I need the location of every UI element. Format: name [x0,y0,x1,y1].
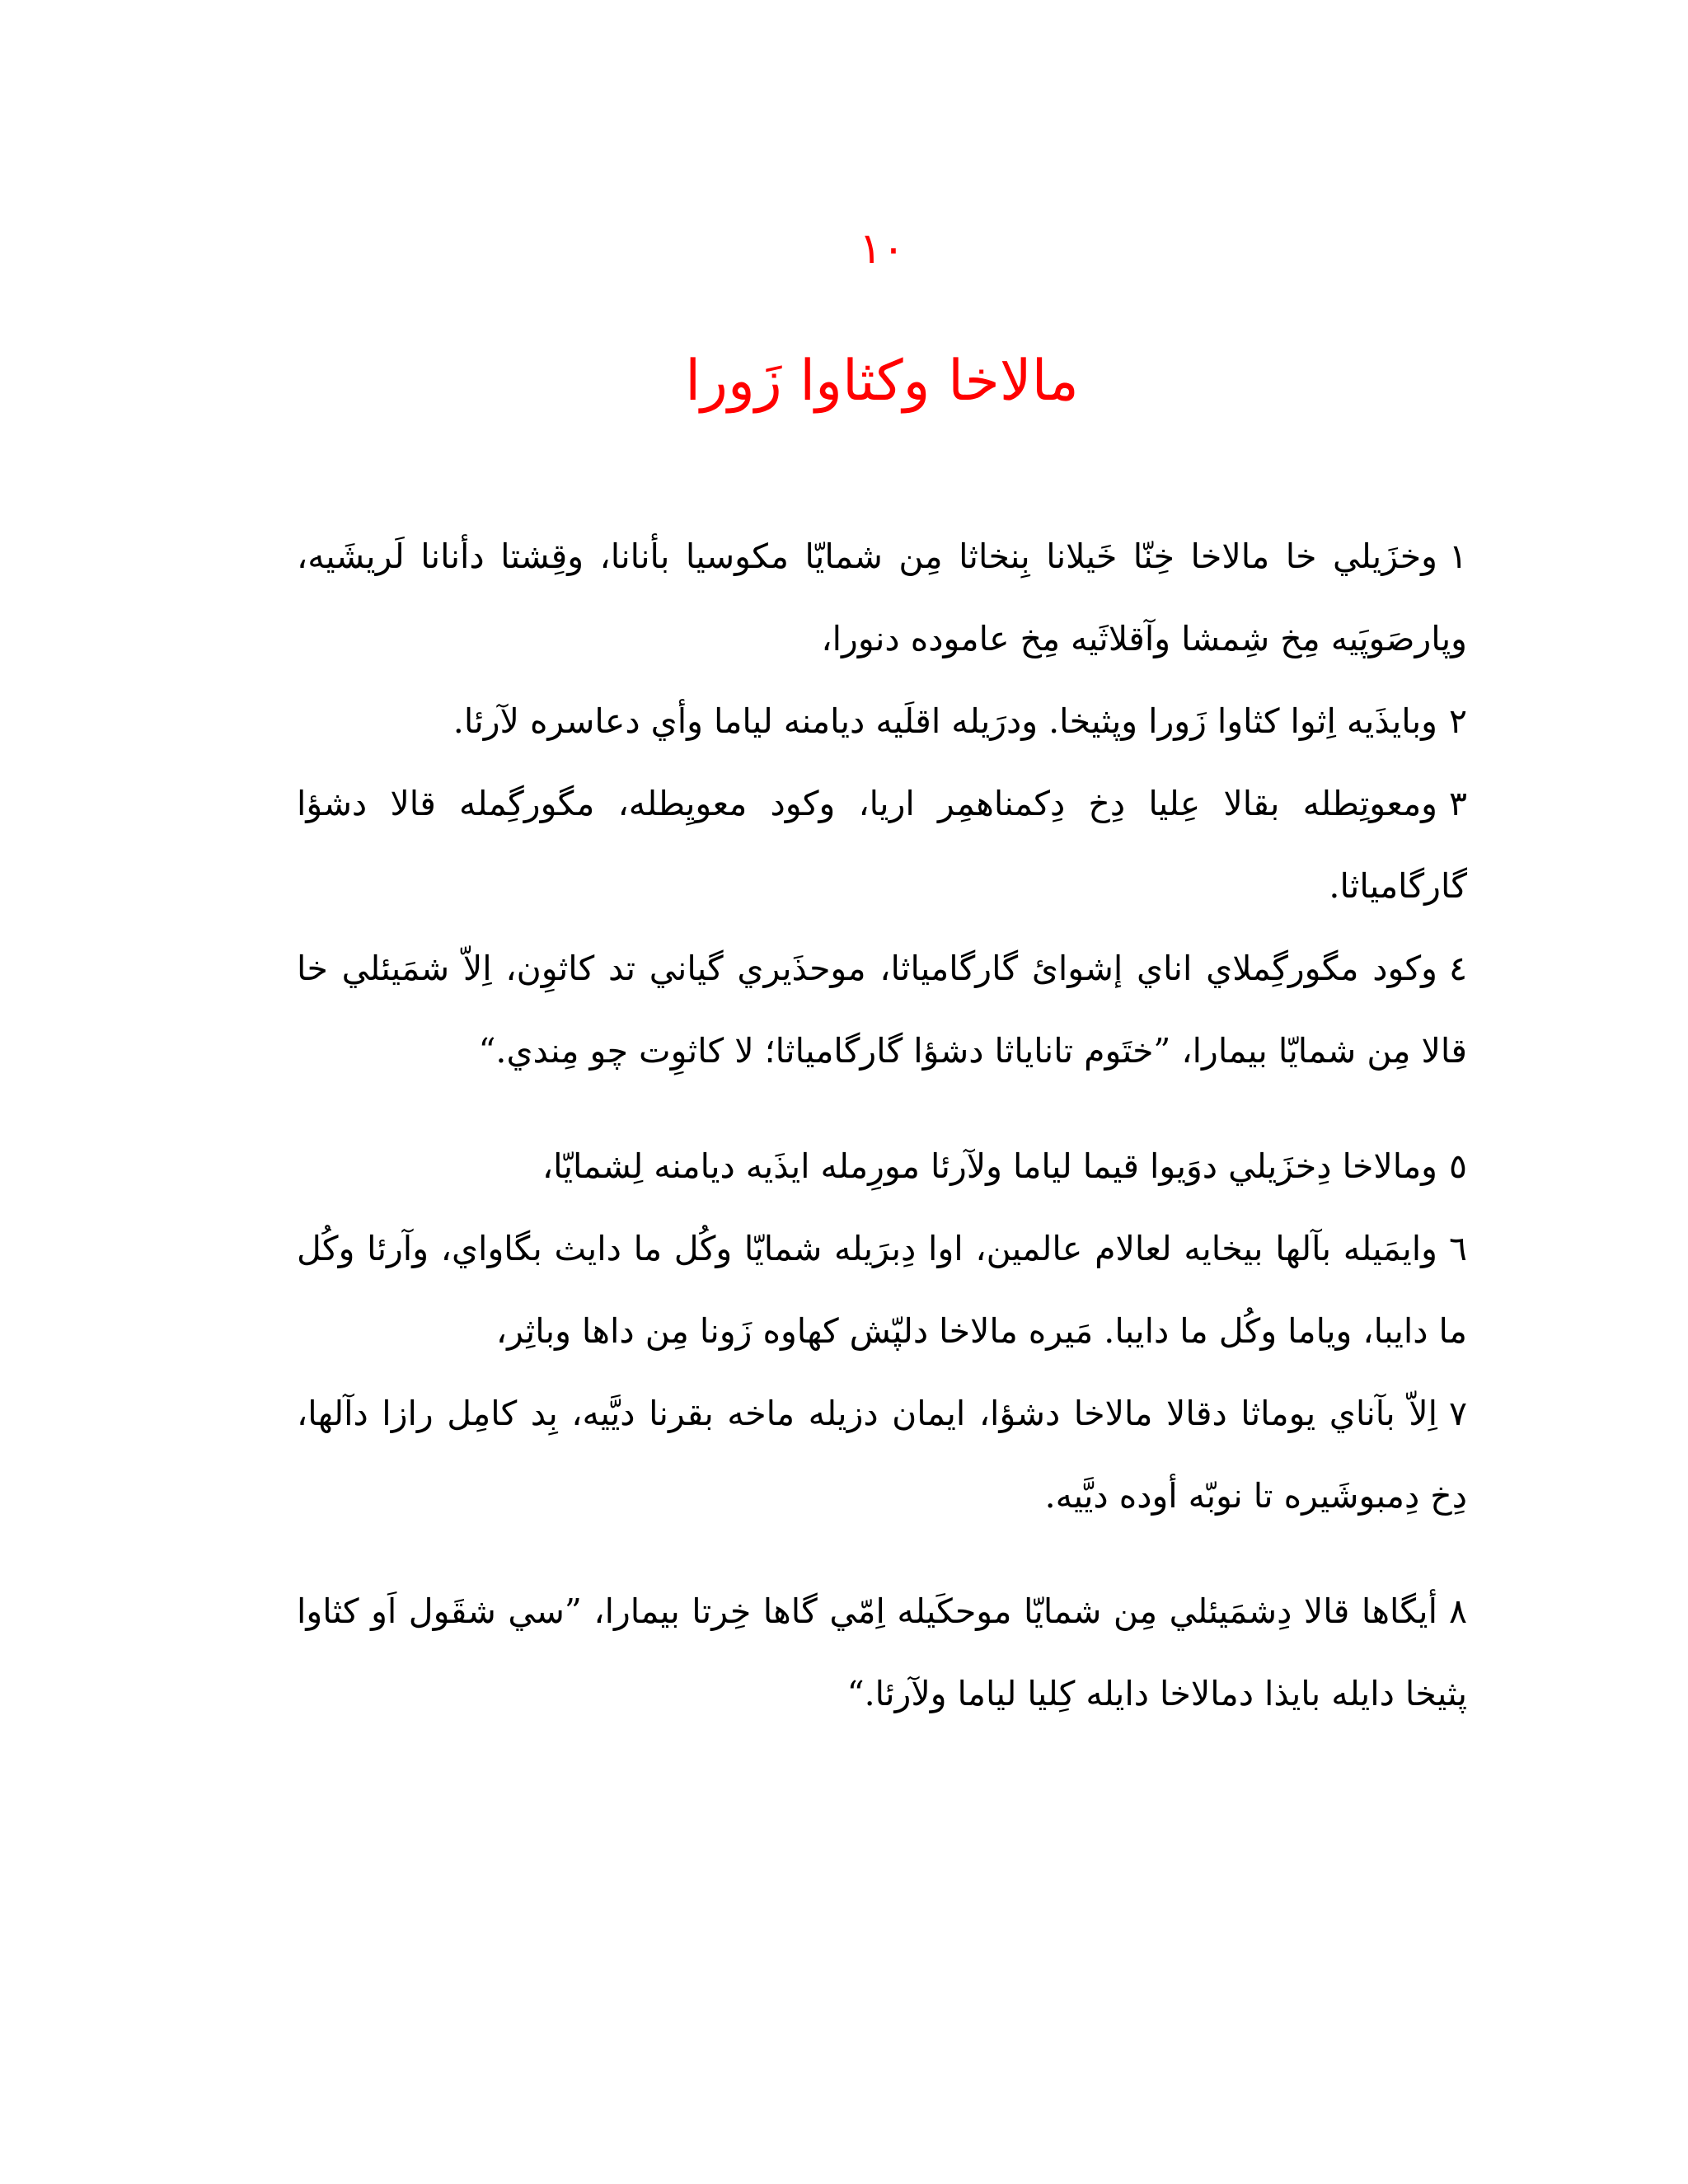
verse-text: وخزَيلي خا مالاخا خِنّا خَيلانا بِنخاثا مِن شمايّا مكوسيا بأنانا، وقِشتا دأنانا لَريشَيه، وپارصَوپَيه مِخ شِمشا وآقلاثَيه مِخ عاموده دنورا، [297,537,1467,658]
verse-3 [297,762,1467,927]
chapter-number: ١٠ [859,224,905,274]
verse-number: ٨ [1448,1591,1467,1631]
chapter-title: مالاخا وكثاوا زَورا [685,349,1079,414]
verse-number: ٣ [1448,784,1467,823]
verse-text: ومالاخا دِخزَيلي دوَيوا قيما لياما ولآرئا مورِمله ايذَيه ديامنه لِشمايّا، [542,1146,1437,1186]
verse-text: ومعوتِطله بقالا عِليا دِخ دِكمناهمِر اريا، وكود معويِطله، مگورگِمله قالا دشؤا گارگامياثا. [297,784,1467,906]
verse-number: ٦ [1448,1229,1467,1268]
document-page [297,0,1467,2184]
verse-7 [297,1372,1467,1537]
verse-6 [297,1207,1467,1372]
verse-2 [297,680,1467,762]
verse-4 [297,927,1467,1092]
verse-number: ٧ [1448,1394,1467,1433]
verse-text: اِلاّ بآناي يوماثا دقالا مالاخا دشؤا، ايمان دزيله ماخه بقرنا ديَّيه، بِد كامِل رازا دآلها، دِخ دِمبوشَيره تا نوبّه أوده ديَّيه. [297,1394,1467,1516]
verse-number: ٥ [1448,1146,1467,1186]
verse-8 [297,1570,1467,1735]
verse-5 [297,1125,1467,1207]
verse-text: أيگاها قالا دِشمَيئلي مِن شمايّا موحكَيله اِمّي گاها خِرتا بيمارا، ”سي شقَول اَو كثاوا پثيخا دايله بايذا دمالاخا دايله كِليا لياما ولآرئا.“ [297,1591,1467,1713]
verse-text: وبايذَيه اِثوا كثاوا زَورا وپثيخا. ودرَيله اقلَيه ديامنه لياما وأي دعاسره لآرئا. [452,701,1437,741]
verse-number: ٤ [1448,949,1467,988]
verse-text: وكود مگورگِملاي اناي إشواىٔ گارگامياثا، موحذَيري گياني تد كاثوِن، اِلاّ شمَيئلي خا قالا مِن شمايّا بيمارا، ”ختَوم تاناياثا دشؤا گارگامياثا؛ لا كاثوِت چو مِندي.“ [297,949,1467,1071]
chapter-body [297,515,1467,1735]
verse-number: ١ [1448,537,1467,576]
verse-1 [297,515,1467,680]
verse-text: وايمَيله بآلها بيخايه لعالام عالمين، اوا دِبرَيله شمايّا وكُل ما دايث بگاواي، وآرئا وكُل ما دايبا، وياما وكُل ما دايبا. مَيره مالاخا دلپّش كهاوه زَونا مِن داها وباثِر، [297,1229,1467,1351]
verse-number: ٢ [1448,701,1467,741]
